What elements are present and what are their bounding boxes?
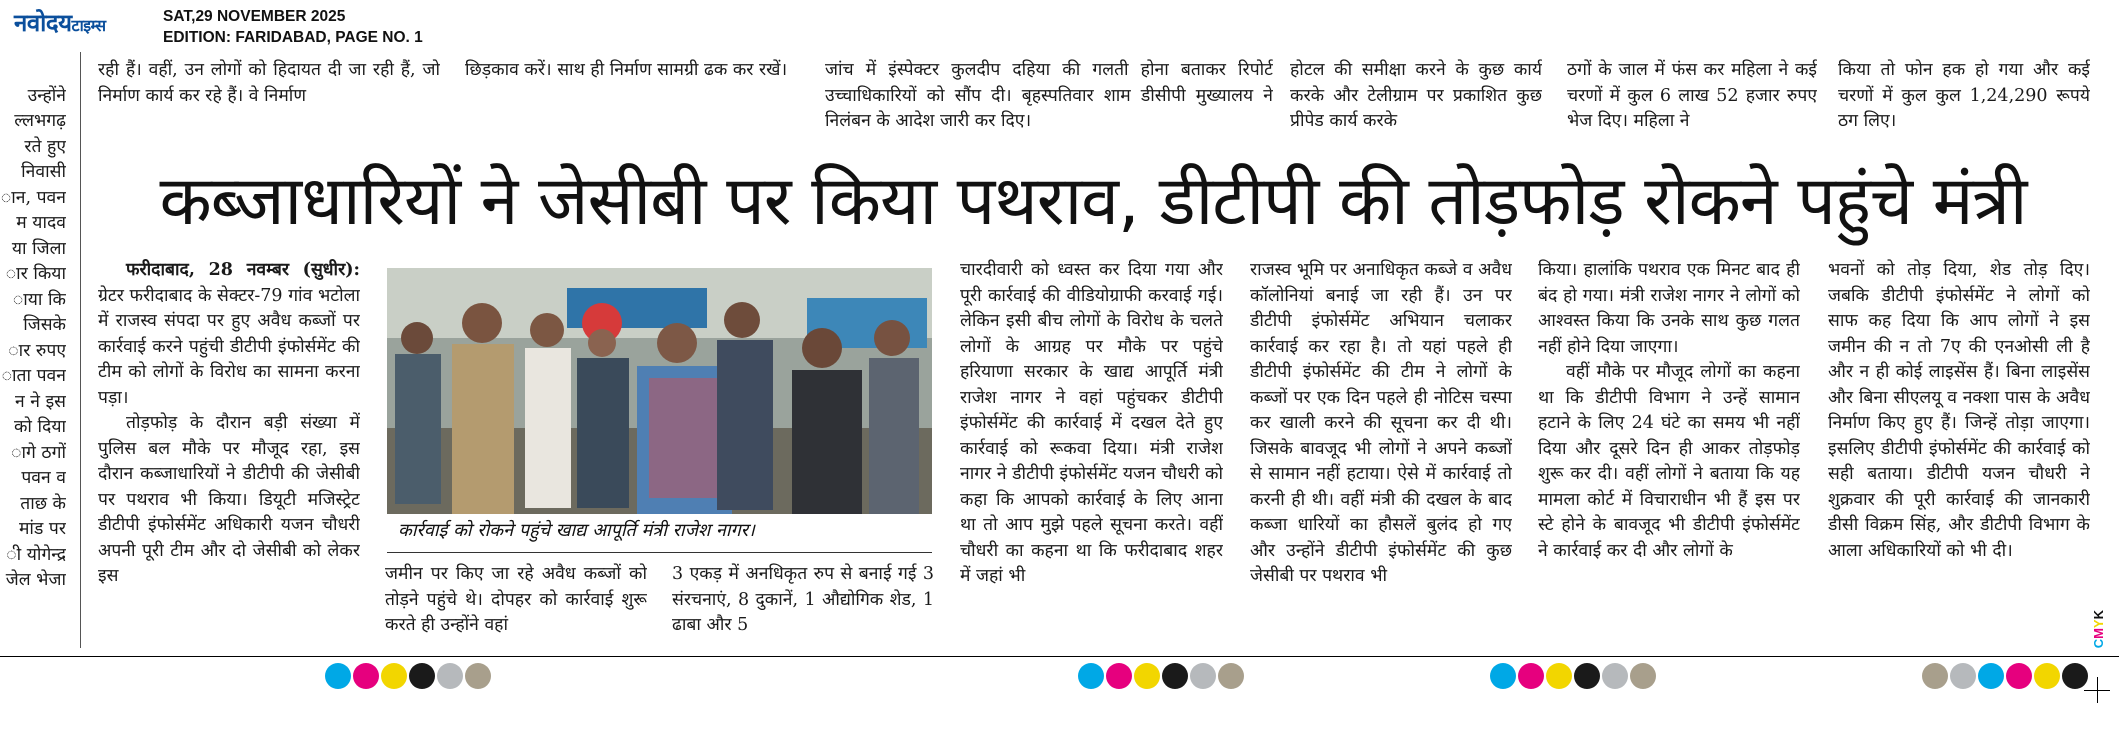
- article-column-7: [1828, 258, 2090, 648]
- cmyk-label: [2092, 610, 2105, 648]
- article-col7-text: भवनों को तोड़ दिया, शेड तोड़ दिए। जबकि डीटीपी इंफोर्समेंट ने लोगों को साफ कह दिया कि आप लोगों ने इस जमीन की न तो 7ए की एनओसी ली है और न ही कोई लाइसेंस हैं। बिना लाइसेंस और बिना सीएलयू व नक्शा पास के अवैध निर्माण किए हुए हैं। जिन्हें तोड़ा जाएगा। इसलिए डीटीपी इंफोर्समेंट की कार्रवाई को सही बताया। डीटीपी यजन चौधरी ने शुक्रवार की पूरी कार्रवाई की जानकारी डीसी विक्रम सिंह, और डीटीपी विभाग के आला अधिकारियों को भी दी।: [1828, 260, 2090, 561]
- article-column-6: [1538, 258, 1800, 648]
- top-column-1-text: उन्होंने ल्लभगढ़ रते हुए निवासी ान, पवन म यादव या जिला ार किया ाया कि जिसके ार रुपए ाता पवन न ने इस को दिया ागे ठगों पवन व ताछ के मांड पर ी योगेन्द्र जेल भेजा: [0, 85, 66, 590]
- registration-dot: [1950, 663, 1976, 689]
- top-column-2-text: रही हैं। वहीं, उन लोगों को हिदायत दी जा रही हैं, जो निर्माण कार्य कर रहे हैं। वे निर्माण: [98, 60, 440, 106]
- registration-dot: [1922, 663, 1948, 689]
- article-col4-text: चारदीवारी को ध्वस्त कर दिया गया और पूरी कार्रवाई की वीडियोग्राफी करवाई गई। लेकिन इसी बीच लोगों के विरोध के चलते लोगों के आग्रह पर मौके पर पहुंचे हरियाणा सरकार के खाद्य आपूर्ति मंत्री राजेश नागर ने वहां पहुंचकर डीटीपी इंफोर्समेंट की कार्रवाई में दखल देते हुए कार्रवाई को रूकवा दिया। मंत्री राजेश नागर ने डीटीपी इंफोर्समेंट यजन चौधरी को कहा कि आपको कार्रवाई के लिए आना था तो आप मुझे पहले सूचना करते। वहीं चौधरी का कहना था कि फरीदाबाद शहर में जहां भी: [960, 260, 1223, 586]
- column-rule: [80, 52, 81, 648]
- registration-dot: [1078, 663, 1104, 689]
- top-column-6: [1567, 58, 1817, 142]
- article-column-2: [385, 562, 647, 648]
- top-column-7-text: किया तो फोन हक हो गया और कई चरणों में कुल कुल 1,24,290 रूपये ठग लिए।: [1838, 60, 2090, 131]
- top-column-5: [1290, 58, 1542, 142]
- top-column-6-text: ठगों के जाल में फंस कर महिला ने कई चरणों में कुल 6 लाख 52 हजार रुपए भेज दिए। महिला ने: [1567, 60, 1817, 131]
- edition-line: EDITION: FARIDABAD, PAGE NO. 1: [163, 29, 423, 46]
- top-column-2: [98, 58, 440, 124]
- edition-info: [163, 6, 423, 48]
- registration-dot: [2006, 663, 2032, 689]
- registration-dot: [1134, 663, 1160, 689]
- registration-dot: [353, 663, 379, 689]
- article-col5-text: राजस्व भूमि पर अनाधिकृत कब्जे व अवैध कॉलोनियां बनाई जा रही हैं। उन पर डीटीपी इंफोर्समेंट अभियान चलाकर कार्रवाई कर रहा है। तो यहां पहले ही डीटीपी इंफोर्समेंट की टीम ने लोगों के कब्जों पर एक दिन पहले ही नोटिस चस्पा कर खाली करने की सूचना कर दी थी। जिसके बावजूद भी लोगों ने अपने कब्जों से सामान नहीं हटाया। ऐसे में कार्रवाई तो करनी ही थी। वहीं मंत्री की दखल के बाद कब्जा धारियों का हौसलें बुलंद हो गए और उन्होंने डीटीपी इंफोर्समेंट की कुछ जेसीबी पर पथराव भी: [1250, 260, 1512, 586]
- article-headline: कब्जाधारियों ने जेसीबी पर किया पथराव, डीटीपी की तोड़फोड़ रोकने पहुंचे मंत्री: [159, 162, 2027, 241]
- top-column-4-text: जांच में इंस्पेक्टर कुलदीप दहिया की गलती होना बताकर रिपोर्ट उच्चाधिकारियों को सौंप दी। बृहस्पतिवार शाम डीसीपी मुख्यालय ने निलंबन के आदेश जारी कर दिए।: [825, 60, 1273, 131]
- registration-dot: [1630, 663, 1656, 689]
- photo-illustration: [387, 268, 932, 514]
- caption-rule: [387, 552, 932, 553]
- registration-dot: [437, 663, 463, 689]
- logo-main: नवोदय: [14, 9, 72, 37]
- top-column-3: [465, 58, 807, 124]
- top-column-7: [1838, 58, 2090, 142]
- registration-dot: [325, 663, 351, 689]
- article-col6-p2: वहीं मौके पर मौजूद लोगों का कहना था कि डीटीपी विभाग ने उन्हें सामान हटाने के लिए 24 घंटे का समय भी नहीं दिया और दूसरे दिन ही आकर तोड़फोड़ शुरू कर दी। वहीं लोगों ने बताया कि यह मामला कोर्ट में विचाराधीन भी हैं इस पर स्टे होने के बावजूद भी डीटीपी इंफोर्समेंट ने कार्रवाई कर दी और लोगों के: [1538, 362, 1800, 561]
- newspaper-logo: [14, 6, 106, 39]
- cmyk-y: Y: [2091, 619, 2106, 629]
- top-column-4: [825, 58, 1273, 142]
- page-bottom-rule: [0, 656, 2119, 657]
- article-photo: [387, 268, 932, 514]
- photo-caption: कार्रवाई को रोकने पहुंचे खाद्य आपूर्ति मंत्री राजेश नागर।: [398, 520, 755, 541]
- article-col6-p1: किया। हालांकि पथराव एक मिनट बाद ही बंद हो गया। मंत्री राजेश नागर ने लोगों को आश्वस्त किया कि उनके साथ कुछ गलत नहीं होने दिया जाएगा।: [1538, 260, 1800, 357]
- article-column-4: [960, 258, 1223, 648]
- registration-dot: [2034, 663, 2060, 689]
- registration-dot: [1106, 663, 1132, 689]
- registration-dot: [409, 663, 435, 689]
- logo-sub: टाइम्स: [71, 16, 106, 35]
- cmyk-c: C: [2091, 638, 2106, 649]
- article-column-3: [672, 562, 934, 648]
- registration-dot: [2062, 663, 2088, 689]
- article-column-1: [98, 258, 360, 648]
- masthead: [0, 0, 2119, 60]
- registration-dot: [1602, 663, 1628, 689]
- registration-mark-v: [2097, 677, 2098, 703]
- registration-dot: [1490, 663, 1516, 689]
- top-column-1: [0, 58, 66, 618]
- registration-dot: [381, 663, 407, 689]
- article-col1-p1: ग्रेटर फरीदाबाद के सेक्टर-79 गांव भटोला में राजस्व संपदा पर हुए अवैध कब्जों पर कार्रवाई करने पहुंची डीटीपी इंफोर्समेंट की टीम को लोगों के विरोध का सामना करना पड़ा।: [98, 285, 360, 408]
- registration-dot: [1574, 663, 1600, 689]
- registration-dot: [1218, 663, 1244, 689]
- registration-dot: [1546, 663, 1572, 689]
- cmyk-k: K: [2091, 610, 2106, 620]
- article-col2-text: जमीन पर किए जा रहे अवैध कब्जों को तोड़ने पहुंचे थे। दोपहर को कार्रवाई शुरू करते ही उन्होंने वहां: [385, 564, 647, 635]
- top-column-3-text: छिड़काव करें। साथ ही निर्माण सामग्री ढक कर रखें।: [465, 60, 788, 80]
- article-column-5: [1250, 258, 1512, 648]
- article-col3-text: 3 एकड़ में अनधिकृत रुप से बनाई गई 3 संरचनाएं, 8 दुकानें, 1 औद्योगिक शेड, 1 ढाबा और 5: [672, 564, 934, 635]
- article-dateline: फरीदाबाद, 28 नवम्बर (सुधीर):: [126, 260, 360, 280]
- registration-dot: [1162, 663, 1188, 689]
- registration-dot: [1518, 663, 1544, 689]
- registration-dot: [465, 663, 491, 689]
- date-line: SAT,29 NOVEMBER 2025: [163, 8, 346, 25]
- cmyk-m: M: [2091, 628, 2106, 639]
- registration-dot: [1978, 663, 2004, 689]
- top-column-5-text: होटल की समीक्षा करने के कुछ कार्य करके और टेलीग्राम पर प्रकाशित कुछ प्रीपेड कार्य करके: [1290, 60, 1542, 131]
- registration-dot: [1190, 663, 1216, 689]
- article-col1-p2: तोड़फोड़ के दौरान बड़ी संख्या में पुलिस बल मौके पर मौजूद रहा, इस दौरान कब्जाधारियों ने डीटीपी की जेसीबी पर पथराव भी किया। डियूटी मजिस्ट्रेट डीटीपी इंफोर्समेंट अधिकारी यजन चौधरी अपनी पूरी टीम और दो जेसीबी को लेकर इस: [98, 413, 360, 586]
